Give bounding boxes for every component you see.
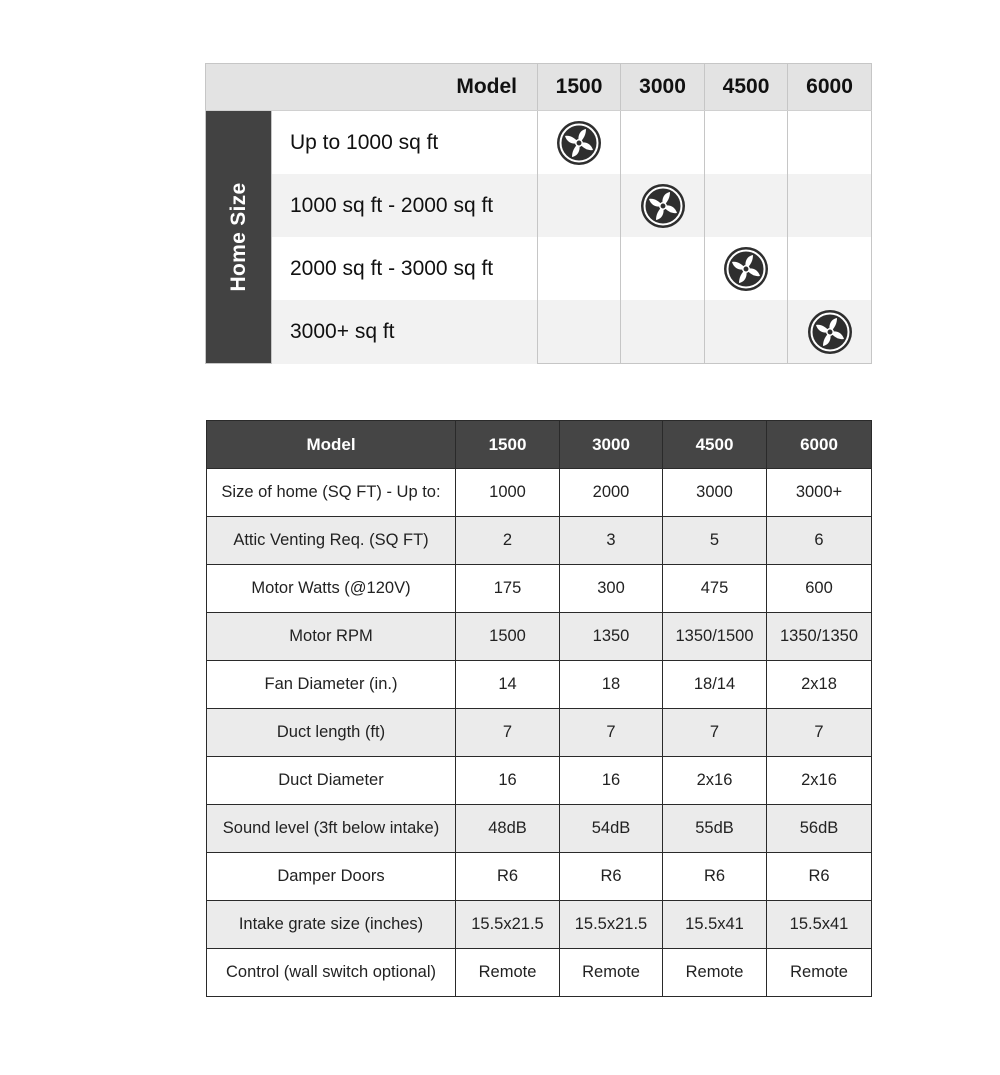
spec-row xyxy=(207,661,872,709)
spec-row xyxy=(207,757,872,805)
spec-header-4500: 4500 xyxy=(663,421,767,469)
spec-value-cell: 3000+ xyxy=(767,469,872,517)
spec-row xyxy=(207,853,872,901)
spec-header-6000: 6000 xyxy=(767,421,872,469)
spec-value-cell: 7 xyxy=(456,709,560,757)
model-header-6000: 6000 xyxy=(788,64,872,111)
spec-row-label: Attic Venting Req. (SQ FT) xyxy=(207,517,456,565)
size-row-label: Up to 1000 sq ft xyxy=(272,111,538,175)
fan-icon xyxy=(556,120,602,166)
model-header-1500: 1500 xyxy=(538,64,621,111)
size-row-label: 3000+ sq ft xyxy=(272,300,538,364)
spec-value-cell: 2000 xyxy=(560,469,663,517)
spec-row-label: Motor RPM xyxy=(207,613,456,661)
size-row xyxy=(206,300,872,364)
spec-value-cell: 18/14 xyxy=(663,661,767,709)
spec-value-cell: 15.5x41 xyxy=(663,901,767,949)
fan-icon xyxy=(807,309,853,355)
spec-value-cell: 16 xyxy=(560,757,663,805)
home-size-text: Home Size xyxy=(226,182,250,292)
spec-value-cell: 6 xyxy=(767,517,872,565)
spec-table-body xyxy=(207,469,872,997)
spec-value-cell: 55dB xyxy=(663,805,767,853)
spec-value-cell: 5 xyxy=(663,517,767,565)
spec-table xyxy=(206,420,872,997)
spec-value-cell: 600 xyxy=(767,565,872,613)
spec-value-cell: 175 xyxy=(456,565,560,613)
spec-value-cell: 16 xyxy=(456,757,560,805)
spec-value-cell: 475 xyxy=(663,565,767,613)
size-cell xyxy=(621,174,705,237)
size-cell xyxy=(621,237,705,300)
size-row-label: 1000 sq ft - 2000 sq ft xyxy=(272,174,538,237)
spec-row-label: Duct length (ft) xyxy=(207,709,456,757)
spec-row-label: Sound level (3ft below intake) xyxy=(207,805,456,853)
size-cell xyxy=(788,174,872,237)
spec-value-cell: R6 xyxy=(767,853,872,901)
size-row xyxy=(206,174,872,237)
spec-value-cell: 14 xyxy=(456,661,560,709)
spec-value-cell: Remote xyxy=(663,949,767,997)
spec-row xyxy=(207,469,872,517)
spec-row-label: Duct Diameter xyxy=(207,757,456,805)
spec-row-label: Intake grate size (inches) xyxy=(207,901,456,949)
spec-value-cell: 1350/1500 xyxy=(663,613,767,661)
spec-row-label: Control (wall switch optional) xyxy=(207,949,456,997)
spec-row xyxy=(207,565,872,613)
size-cell xyxy=(788,237,872,300)
spec-value-cell: R6 xyxy=(456,853,560,901)
spec-row xyxy=(207,901,872,949)
size-cell xyxy=(788,300,872,364)
size-cell xyxy=(538,300,621,364)
size-cell xyxy=(538,237,621,300)
spec-row xyxy=(207,949,872,997)
size-row xyxy=(206,111,872,175)
spec-header-1500: 1500 xyxy=(456,421,560,469)
spec-header-3000: 3000 xyxy=(560,421,663,469)
spec-value-cell: 7 xyxy=(767,709,872,757)
spec-row-label: Motor Watts (@120V) xyxy=(207,565,456,613)
size-row-label: 2000 sq ft - 3000 sq ft xyxy=(272,237,538,300)
spec-value-cell: R6 xyxy=(663,853,767,901)
size-table-header xyxy=(206,64,872,111)
home-size-table xyxy=(205,63,872,364)
model-header-4500: 4500 xyxy=(705,64,788,111)
size-cell xyxy=(538,174,621,237)
spec-value-cell: 48dB xyxy=(456,805,560,853)
spec-row-label: Fan Diameter (in.) xyxy=(207,661,456,709)
size-cell xyxy=(621,111,705,175)
spec-value-cell: Remote xyxy=(767,949,872,997)
size-cell xyxy=(705,300,788,364)
size-cell xyxy=(538,111,621,175)
home-size-side-label xyxy=(206,111,272,364)
spec-value-cell: 7 xyxy=(663,709,767,757)
spec-value-cell: 3 xyxy=(560,517,663,565)
spec-row-label: Damper Doors xyxy=(207,853,456,901)
spec-row xyxy=(207,805,872,853)
spec-value-cell: 56dB xyxy=(767,805,872,853)
size-cell xyxy=(705,111,788,175)
spec-row xyxy=(207,613,872,661)
spec-value-cell: 1350 xyxy=(560,613,663,661)
spec-value-cell: 1000 xyxy=(456,469,560,517)
spec-value-cell: R6 xyxy=(560,853,663,901)
spec-row-label: Size of home (SQ FT) - Up to: xyxy=(207,469,456,517)
size-cell xyxy=(705,237,788,300)
size-row xyxy=(206,237,872,300)
fan-icon xyxy=(723,246,769,292)
size-cell xyxy=(621,300,705,364)
spec-row xyxy=(207,709,872,757)
spec-value-cell: Remote xyxy=(560,949,663,997)
spec-value-cell: 15.5x41 xyxy=(767,901,872,949)
spec-value-cell: 1500 xyxy=(456,613,560,661)
model-header-3000: 3000 xyxy=(621,64,705,111)
spec-value-cell: 54dB xyxy=(560,805,663,853)
spec-value-cell: Remote xyxy=(456,949,560,997)
spec-value-cell: 15.5x21.5 xyxy=(456,901,560,949)
size-cell xyxy=(788,111,872,175)
spec-header-row xyxy=(207,421,872,469)
spec-value-cell: 2x16 xyxy=(767,757,872,805)
spec-value-cell: 15.5x21.5 xyxy=(560,901,663,949)
spec-value-cell: 2 xyxy=(456,517,560,565)
spec-header-model: Model xyxy=(207,421,456,469)
size-cell xyxy=(705,174,788,237)
spec-value-cell: 2x16 xyxy=(663,757,767,805)
spec-row xyxy=(207,517,872,565)
spec-value-cell: 2x18 xyxy=(767,661,872,709)
fan-icon xyxy=(640,183,686,229)
spec-value-cell: 1350/1350 xyxy=(767,613,872,661)
spec-value-cell: 18 xyxy=(560,661,663,709)
spec-value-cell: 7 xyxy=(560,709,663,757)
spec-value-cell: 3000 xyxy=(663,469,767,517)
spec-value-cell: 300 xyxy=(560,565,663,613)
model-header-label: Model xyxy=(206,64,538,111)
